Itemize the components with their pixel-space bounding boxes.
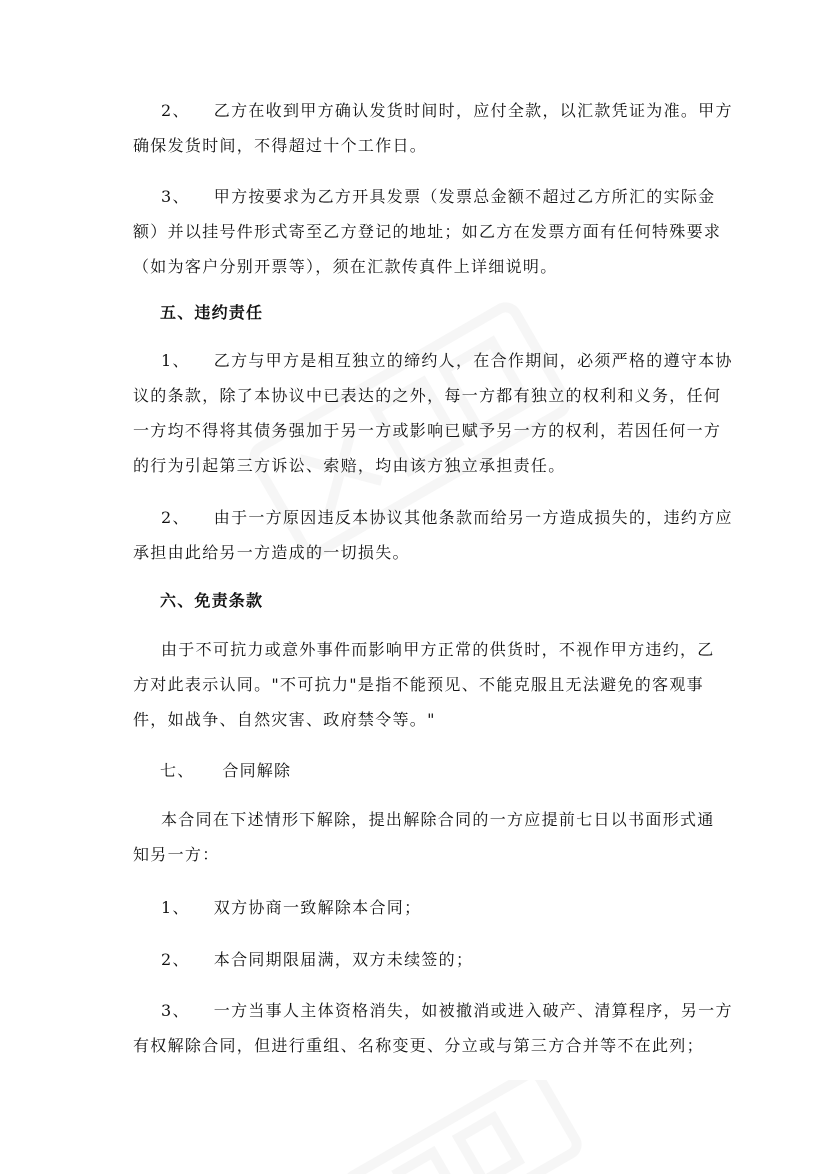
clause-5-item-1-line-3: 一方均不得将其债务强加于另一方或影响已赋予另一方的权利，若因任何一方 — [133, 421, 722, 440]
clause-4-item-3-line-2: 额）并以挂号件形式寄至乙方登记的地址；如乙方在发票方面有任何特殊要求 — [133, 222, 722, 241]
clause-7-item-3 — [133, 993, 733, 1063]
clause-4-item-3 — [133, 179, 722, 284]
clause-7-item-2-number: 2、 — [161, 950, 190, 969]
clause-5-item-1-number: 1、 — [161, 351, 190, 370]
clause-7-item-3-line-2: 有权解除合同，但进行重组、名称变更、分立或与第三方合并等不在此列； — [133, 1036, 704, 1055]
clause-6-body — [133, 632, 715, 737]
clause-7-heading — [160, 761, 291, 781]
clause-6-body-line-1: 由于不可抗力或意外事件而影响甲方正常的供货时，不视作甲方违约，乙 — [161, 640, 715, 659]
clause-5-item-2 — [133, 500, 733, 570]
clause-4-item-2-line-1: 2、 乙方在收到甲方确认发货时间时，应付全款，以汇款凭证为准。甲方 — [161, 101, 733, 120]
clause-5-heading: 五、违约责任 — [160, 303, 264, 322]
clause-4-item-2 — [133, 93, 733, 163]
watermark-logo-bottom — [330, 1080, 590, 1174]
clause-5-item-1-line-4: 的行为引起第三方诉讼、索赔，均由该方独立承担责任。 — [133, 456, 566, 475]
clause-5-item-1-line-1: 1、 乙方与甲方是相互独立的缔约人，在合作期间，必须严格的遵守本协 — [161, 351, 733, 370]
clause-4-item-2-line-2: 确保发货时间，不得超过十个工作日。 — [133, 136, 428, 155]
clause-7-intro-line-1: 本合同在下述情形下解除，提出解除合同的一方应提前七日以书面形式通 — [161, 810, 715, 829]
clause-4-item-3-number: 3、 — [161, 187, 190, 206]
clause-4-item-3-line-3: （如为客户分别开票等），须在汇款传真件上详细说明。 — [133, 257, 558, 276]
clause-5-item-2-number: 2、 — [161, 508, 190, 527]
clause-5-item-1-line-2: 议的条款，除了本协议中已表达的之外，每一方都有独立的权利和义务，任何 — [133, 386, 722, 405]
clause-5-item-2-line-2: 承担由此给另一方造成的一切损失。 — [133, 543, 410, 562]
clause-5-item-2-line-1: 2、 由于一方原因违反本协议其他条款而给另一方造成损失的，违约方应 — [161, 508, 733, 527]
clause-6-body-line-3: 件，如战争、自然灾害、政府禁令等。" — [133, 710, 436, 729]
clause-6-body-line-2: 方对此表示认同。"不可抗力"是指不能预见、不能克服且无法避免的客观事 — [133, 675, 704, 694]
clause-7-item-1-number: 1、 — [161, 898, 190, 917]
clause-7-item-1 — [133, 890, 701, 925]
clause-7-intro-line-2: 知另一方： — [133, 845, 220, 864]
clause-6-heading: 六、免责条款 — [160, 591, 264, 610]
clause-4-item-2-number: 2、 — [161, 101, 190, 120]
clause-7-item-2-line-1: 2、 本合同期限届满，双方未续签的； — [161, 950, 474, 969]
clause-4-item-3-line-1: 3、 甲方按要求为乙方开具发票（发票总金额不超过乙方所汇的实际金 — [161, 187, 716, 206]
clause-7-heading-number: 七、 — [160, 761, 195, 780]
clause-7-item-3-line-1: 3、 一方当事人主体资格消失，如被撤消或进入破产、清算程序，另一方 — [161, 1001, 733, 1020]
clause-7-item-3-number: 3、 — [161, 1001, 190, 1020]
clause-7-intro — [133, 802, 715, 872]
clause-7-item-1-line-1: 1、 双方协商一致解除本合同； — [161, 898, 422, 917]
clause-7-item-2 — [133, 942, 701, 977]
clause-7-heading-title: 合同解除 — [222, 761, 292, 780]
clause-5-item-1 — [133, 343, 733, 483]
